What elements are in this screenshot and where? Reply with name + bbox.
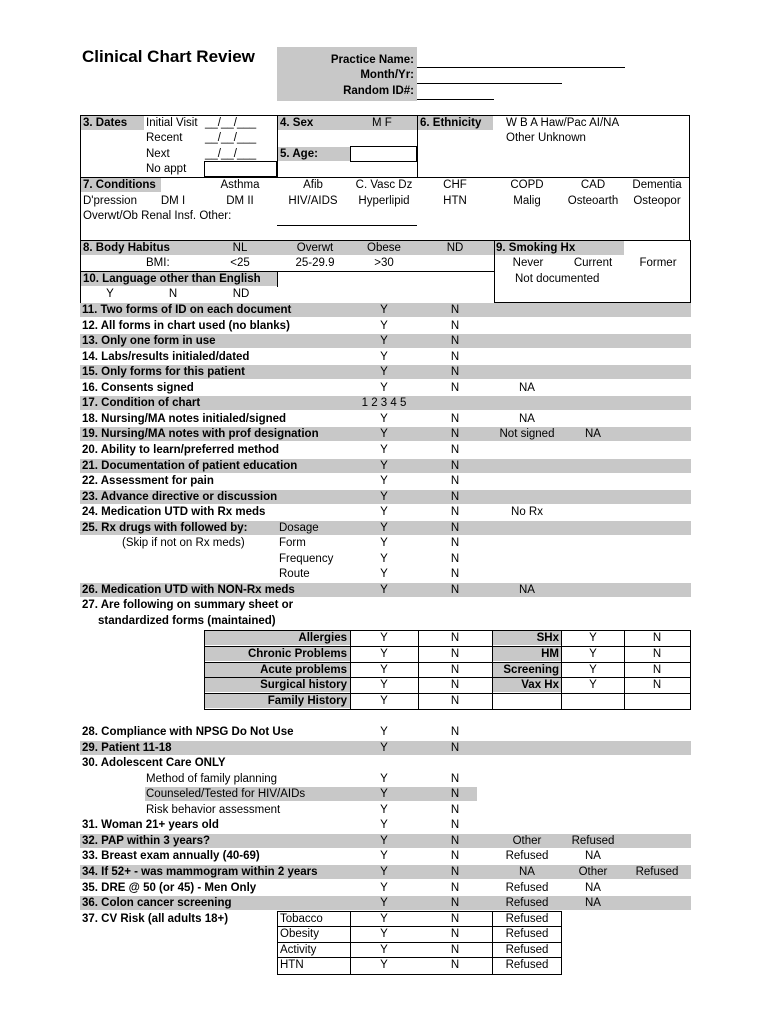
item-sublabel: Form <box>279 537 306 549</box>
item-label: 36. Colon cancer screening <box>82 897 232 909</box>
option-yes[interactable]: Y <box>380 584 388 596</box>
random-id-label: Random ID#: <box>343 85 414 97</box>
habitus-obese[interactable]: Obese <box>367 242 401 254</box>
option-extra-1[interactable]: Other <box>512 835 542 847</box>
option-yes[interactable]: Y <box>589 679 597 691</box>
item-sublabel: Activity <box>280 944 317 956</box>
condition-chf[interactable]: CHF <box>443 179 467 191</box>
option-yes[interactable]: Y <box>380 506 388 518</box>
item-label: 15. Only forms for this patient <box>82 366 245 378</box>
item-label: 13. Only one form in use <box>82 335 216 347</box>
sex-options[interactable]: M F <box>372 117 392 129</box>
option-no[interactable]: N <box>450 679 460 691</box>
habitus-overwt[interactable]: Overwt <box>296 242 334 254</box>
option-extra-1[interactable]: Refused <box>505 913 549 925</box>
item-label: Risk behavior assessment <box>146 804 281 816</box>
option-no[interactable]: N <box>450 413 460 425</box>
condition-dementia[interactable]: Dementia <box>632 179 682 191</box>
option-yes[interactable]: Y <box>380 928 388 940</box>
smoking-current[interactable]: Current <box>573 257 613 269</box>
next-date[interactable]: __/__/___ <box>205 148 257 160</box>
condition-cad[interactable]: CAD <box>580 179 606 191</box>
condition-malig[interactable]: Malig <box>513 195 541 207</box>
dates-label: 3. Dates <box>83 117 128 129</box>
option-yes[interactable]: Y <box>380 866 388 878</box>
item-label: 30. Adolescent Care ONLY <box>82 757 226 769</box>
option-yes[interactable]: Y <box>589 664 597 676</box>
item-label: 29. Patient 11-18 <box>82 742 172 754</box>
option-no[interactable]: N <box>450 522 460 534</box>
item-label: 14. Labs/results initialed/dated <box>82 351 250 363</box>
option-yes[interactable]: Y <box>380 553 388 565</box>
condition-cvasc[interactable]: C. Vasc Dz <box>355 179 413 191</box>
item-sublabel: HTN <box>280 959 304 971</box>
smoking-not-documented[interactable]: Not documented <box>515 273 600 285</box>
condition-dm1[interactable]: DM I <box>160 195 186 207</box>
option-yes[interactable]: Y <box>380 351 388 363</box>
option-no[interactable]: N <box>652 632 662 644</box>
bmi-label: BMI: <box>146 257 170 269</box>
ethnicity-label: 6. Ethnicity <box>420 117 482 129</box>
option-yes[interactable]: Y <box>380 568 388 580</box>
option-no[interactable]: N <box>450 866 460 878</box>
item-label: 12. All forms in chart used (no blanks) <box>82 320 290 332</box>
option-yes[interactable]: Y <box>380 882 388 894</box>
option-extra-1[interactable]: Refused <box>505 959 549 971</box>
ethnicity-options-1[interactable]: W B A Haw/Pac AI/NA <box>506 117 620 129</box>
option-no[interactable]: N <box>652 679 662 691</box>
option-yes[interactable]: Y <box>380 742 388 754</box>
summary-item-label: Vax Hx <box>521 679 559 691</box>
option-yes[interactable]: Y <box>380 850 388 862</box>
option-yes[interactable]: Y <box>380 320 388 332</box>
item-label: standardized forms (maintained) <box>98 615 276 627</box>
option-no[interactable]: N <box>450 819 460 831</box>
option-yes[interactable]: Y <box>380 382 388 394</box>
option-extra-2[interactable]: Other <box>578 866 608 878</box>
option-no[interactable]: N <box>450 664 460 676</box>
option-no[interactable]: N <box>450 460 460 472</box>
age-field[interactable] <box>350 146 417 162</box>
option-extra-1[interactable]: NA <box>519 382 535 394</box>
initial-visit-date[interactable]: __/__/___ <box>205 117 257 129</box>
item-label: 17. Condition of chart <box>82 397 201 409</box>
option-yes[interactable]: Y <box>380 773 388 785</box>
option-no[interactable]: N <box>450 788 460 800</box>
option-extra-1[interactable]: Refused <box>505 882 549 894</box>
option-yes[interactable]: Y <box>380 304 388 316</box>
option-no[interactable]: N <box>450 648 460 660</box>
summary-item-label: Screening <box>503 664 559 676</box>
option-yes[interactable]: Y <box>380 819 388 831</box>
condition-depression[interactable]: D'pression <box>83 195 137 207</box>
item-label: 27. Are following on summary sheet or <box>82 599 294 611</box>
option-yes[interactable]: Y <box>380 897 388 909</box>
item-sublabel: Route <box>279 568 310 580</box>
option-yes[interactable]: Y <box>380 944 388 956</box>
option-extra-1[interactable]: NA <box>519 584 535 596</box>
summary-item-label: Surgical history <box>260 679 347 691</box>
item-label: 22. Assessment for pain <box>82 475 214 487</box>
recent-label: Recent <box>146 132 183 144</box>
item-label: 33. Breast exam annually (40-69) <box>82 850 260 862</box>
option-no[interactable]: N <box>450 913 460 925</box>
smoking-never[interactable]: Never <box>512 257 544 269</box>
option-yes[interactable]: Y <box>380 366 388 378</box>
option-extra-1[interactable]: NA <box>519 413 535 425</box>
item-sublabel: Frequency <box>279 553 334 565</box>
condition-asthma[interactable]: Asthma <box>220 179 260 191</box>
item-label: (Skip if not on Rx meds) <box>122 537 245 549</box>
option-extra-3[interactable]: Refused <box>635 866 679 878</box>
option-no[interactable]: N <box>450 304 460 316</box>
condition-copd[interactable]: COPD <box>510 179 544 191</box>
item-sublabel: Dosage <box>279 522 319 534</box>
option-yes[interactable]: Y <box>380 664 388 676</box>
no-appt-label: No appt <box>146 163 187 175</box>
option-yes[interactable]: Y <box>380 788 388 800</box>
condition-other-field[interactable] <box>277 225 417 226</box>
item-label: 32. PAP within 3 years? <box>82 835 211 847</box>
option-no[interactable]: N <box>450 428 460 440</box>
smoking-former[interactable]: Former <box>639 257 677 269</box>
option-extra-1[interactable]: Refused <box>505 928 549 940</box>
summary-item-label: Family History <box>267 695 347 707</box>
option-yes[interactable]: Y <box>380 475 388 487</box>
option-no[interactable]: N <box>450 444 460 456</box>
option-no[interactable]: N <box>450 726 460 738</box>
option-no[interactable]: N <box>450 850 460 862</box>
practice-name-label: Practice Name: <box>330 54 414 66</box>
habitus-nl[interactable]: NL <box>232 242 248 254</box>
month-year-label: Month/Yr: <box>360 69 414 81</box>
language-label: 10. Language other than English <box>83 273 261 285</box>
initial-visit-label: Initial Visit <box>146 117 198 129</box>
option-extra-1[interactable]: Refused <box>505 850 549 862</box>
no-appt-box[interactable] <box>204 161 277 177</box>
item-label: 23. Advance directive or discussion <box>82 491 278 503</box>
option-extra-2[interactable]: NA <box>585 897 601 909</box>
option-no[interactable]: N <box>450 382 460 394</box>
option-yes[interactable]: Y <box>380 632 388 644</box>
item-label: 26. Medication UTD with NON-Rx meds <box>82 584 295 596</box>
item-label: 19. Nursing/MA notes with prof designation <box>82 428 319 440</box>
option-no[interactable]: N <box>450 553 460 565</box>
option-no[interactable]: N <box>450 773 460 785</box>
option-extra-2[interactable]: NA <box>585 850 601 862</box>
option-no[interactable]: N <box>450 537 460 549</box>
option-yes[interactable]: Y <box>380 835 388 847</box>
option-yes[interactable]: Y <box>380 460 388 472</box>
option-no[interactable]: N <box>450 491 460 503</box>
option-no[interactable]: N <box>450 835 460 847</box>
condition-hiv[interactable]: HIV/AIDS <box>288 195 338 207</box>
option-no[interactable]: N <box>450 742 460 754</box>
option-no[interactable]: N <box>652 664 662 676</box>
option-no[interactable]: N <box>450 475 460 487</box>
item-label: 37. CV Risk (all adults 18+) <box>82 913 229 925</box>
option-yes[interactable]: Y <box>380 444 388 456</box>
random-id-field[interactable] <box>417 99 494 100</box>
option-yes[interactable]: Y <box>380 726 388 738</box>
option-no[interactable]: N <box>450 897 460 909</box>
conditions-label: 7. Conditions <box>83 179 156 191</box>
language-no[interactable]: N <box>168 288 178 300</box>
condition-htn[interactable]: HTN <box>443 195 467 207</box>
bmi-obese: >30 <box>374 257 394 269</box>
option-no[interactable]: N <box>652 648 662 660</box>
option-extra-2[interactable]: Refused <box>571 835 615 847</box>
option-yes[interactable]: Y <box>589 632 597 644</box>
bmi-normal: <25 <box>230 257 250 269</box>
option-no[interactable]: N <box>450 882 460 894</box>
body-habitus-label: 8. Body Habitus <box>83 242 170 254</box>
item-label: 21. Documentation of patient education <box>82 460 298 472</box>
item-sublabel: Obesity <box>280 928 319 940</box>
age-label: 5. Age: <box>280 148 318 160</box>
summary-item-label: Chronic Problems <box>247 648 347 660</box>
option-no[interactable]: N <box>450 351 460 363</box>
month-year-field[interactable] <box>417 83 562 84</box>
item-label: 28. Compliance with NPSG Do Not Use <box>82 726 294 738</box>
option-no[interactable]: N <box>450 928 460 940</box>
option-extra-1[interactable]: Not signed <box>499 428 555 440</box>
option-yes[interactable]: Y <box>380 959 388 971</box>
option-yes[interactable]: Y <box>380 522 388 534</box>
option-extra-2[interactable]: NA <box>585 428 601 440</box>
option-yes[interactable]: Y <box>380 428 388 440</box>
option-no[interactable]: N <box>450 804 460 816</box>
cv-risk-box <box>277 911 562 975</box>
item-label: 34. If 52+ - was mammogram within 2 years <box>82 866 318 878</box>
summary-item-label: Allergies <box>298 632 347 644</box>
summary-item-label: SHx <box>536 632 559 644</box>
recent-date[interactable]: __/__/___ <box>205 132 257 144</box>
option-yes[interactable]: Y <box>380 335 388 347</box>
option-no[interactable]: N <box>450 959 460 971</box>
item-label: 31. Woman 21+ years old <box>82 819 219 831</box>
option-no[interactable]: N <box>450 335 460 347</box>
page-title: Clinical Chart Review <box>82 47 255 66</box>
option-yes[interactable]: Y <box>380 648 388 660</box>
condition-dm2[interactable]: DM II <box>226 195 254 207</box>
option-yes[interactable]: Y <box>380 913 388 925</box>
option-yes[interactable]: Y <box>380 491 388 503</box>
item-label: 35. DRE @ 50 (or 45) - Men Only <box>82 882 257 894</box>
bmi-overweight: 25-29.9 <box>295 257 335 269</box>
condition-osteopor[interactable]: Osteopor <box>633 195 681 207</box>
condition-hyperlipid[interactable]: Hyperlipid <box>358 195 410 207</box>
item-label: 20. Ability to learn/preferred method <box>82 444 280 456</box>
option-extra-1[interactable]: Refused <box>505 897 549 909</box>
ethnicity-options-2[interactable]: Other Unknown <box>506 132 586 144</box>
item-label: 24. Medication UTD with Rx meds <box>82 506 266 518</box>
item-label: 11. Two forms of ID on each document <box>82 304 292 316</box>
practice-name-field[interactable] <box>417 67 625 68</box>
item-sublabel: Tobacco <box>280 913 323 925</box>
item-label: 25. Rx drugs with followed by: <box>82 522 248 534</box>
item-label: 18. Nursing/MA notes initialed/signed <box>82 413 287 425</box>
language-nd[interactable]: ND <box>232 288 250 300</box>
option-no[interactable]: N <box>450 320 460 332</box>
option-yes[interactable]: Y <box>589 648 597 660</box>
item-label: Method of family planning <box>146 773 278 785</box>
summary-item-label: Acute problems <box>260 664 347 676</box>
option-extra-1[interactable]: NA <box>519 866 535 878</box>
item-label: Counseled/Tested for HIV/AIDs <box>146 788 306 800</box>
option-no[interactable]: N <box>450 366 460 378</box>
condition-other-row[interactable]: Overwt/Ob Renal Insf. Other: <box>83 210 232 222</box>
option-no[interactable]: N <box>450 568 460 580</box>
language-yes[interactable]: Y <box>106 288 114 300</box>
option-no[interactable]: N <box>450 584 460 596</box>
option-no[interactable]: N <box>450 695 460 707</box>
option-yes[interactable]: Y <box>380 804 388 816</box>
option-yes[interactable]: Y <box>380 413 388 425</box>
option-no[interactable]: N <box>450 944 460 956</box>
condition-osteoarth[interactable]: Osteoarth <box>567 195 619 207</box>
option-extra-1[interactable]: No Rx <box>511 506 543 518</box>
sex-label: 4. Sex <box>280 117 314 129</box>
option-extra-2[interactable]: NA <box>585 882 601 894</box>
summary-item-label: HM <box>541 648 559 660</box>
option-extra-1[interactable]: Refused <box>505 944 549 956</box>
option-yes[interactable]: Y <box>380 537 388 549</box>
option-yes[interactable]: Y <box>380 695 388 707</box>
option-no[interactable]: N <box>450 632 460 644</box>
option-yes[interactable]: Y <box>380 679 388 691</box>
item-label: 16. Consents signed <box>82 382 194 394</box>
next-label: Next <box>146 148 170 160</box>
smoking-label: 9. Smoking Hx <box>496 242 576 254</box>
option-no[interactable]: N <box>450 506 460 518</box>
habitus-nd[interactable]: ND <box>446 242 464 254</box>
option-yes[interactable]: 1 2 3 4 5 <box>361 397 407 409</box>
condition-afib[interactable]: Afib <box>303 179 323 191</box>
